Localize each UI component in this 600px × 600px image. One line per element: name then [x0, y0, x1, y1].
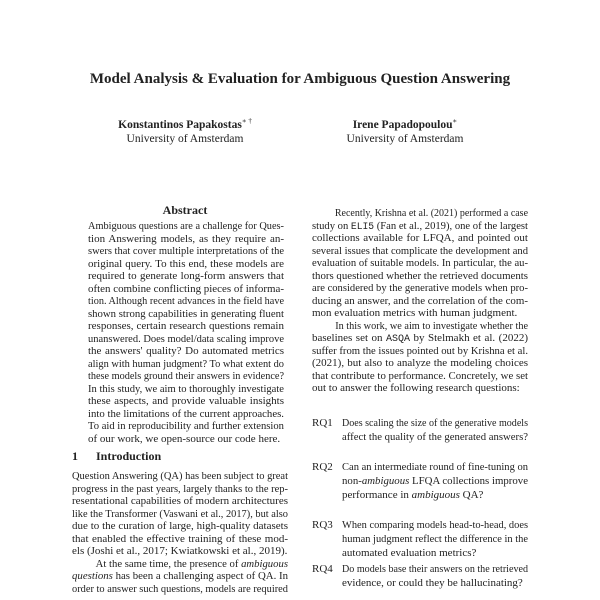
text-line: performance in ambiguous QA?	[342, 489, 484, 501]
text-line: several issues that complicate the development and	[312, 244, 528, 257]
text-line: like the Transformer (Vaswani et al., 2017), but also	[72, 507, 288, 520]
text-line: often combine conflicting pieces of informa-	[88, 282, 284, 295]
text-line: baselines set on ASQA by Stelmakh et al. (2022)	[312, 332, 528, 345]
text-line: swers that cover multiple interpretations of the	[88, 245, 284, 257]
text-line: suffer from the issues pointed out by Krishna et al.	[312, 344, 528, 357]
text-line: collections available for LFQA, and pointed out	[312, 232, 528, 244]
text-line: tion Answering models, as they require an-	[88, 232, 284, 245]
text-line: Ambiguous questions are a challenge for Ques-	[88, 220, 284, 232]
text-line: into the limitations of the current approaches.	[88, 407, 284, 420]
text-line: the answers' quality? Do automated metrics	[88, 345, 284, 357]
right-column-body	[312, 207, 528, 395]
text-line: To aid in reproducibility and further extension	[88, 420, 284, 432]
text-line: thors questioned whether the retrieved documents	[312, 269, 528, 282]
author-name: Konstantinos Papakostas	[118, 118, 242, 131]
text-line: human judgment reflect the difference in the	[342, 533, 528, 545]
text-line: Do models base their answers on the retrieved	[342, 563, 528, 575]
research-question-label: RQ3	[312, 519, 333, 531]
text-line: these models ground their answers in evidence?	[88, 370, 284, 382]
author-name: Irene Papadopoulou	[352, 118, 453, 131]
section-heading-introduction	[72, 449, 161, 464]
text-line: In this study, we aim to thoroughly investigate	[88, 382, 284, 395]
author-affiliation: University of Amsterdam	[126, 132, 244, 145]
text-line: study on ELI5 (Fan et al., 2019), one of the largest	[312, 219, 528, 233]
text-line: required to generate long-form answers that	[88, 270, 284, 282]
research-question-text	[342, 518, 528, 560]
text-line: due to the curation of large, high-quality datasets	[72, 520, 288, 532]
text-line: are considered by the generative models when pro-	[312, 282, 528, 294]
text-line: Recently, Krishna et al. (2021) performed a case	[334, 207, 528, 219]
text-line: evaluation of suitable models. In particular, the au-	[312, 257, 528, 269]
author-2	[295, 114, 515, 146]
text-line: Can an intermediate round of fine-tuning on	[342, 461, 528, 473]
research-question-text	[342, 562, 528, 590]
research-question-label: RQ2	[312, 461, 333, 473]
research-question-label: RQ4	[312, 563, 333, 575]
text-line: At the same time, the presence of ambiguous	[95, 557, 288, 570]
text-line: (2021), but also to analyze the modeling choices	[312, 357, 528, 369]
author-affiliation: University of Amsterdam	[346, 132, 464, 145]
text-line: tion. Although recent advances in the field have	[88, 295, 284, 307]
text-line: these aspects, and provide valuable insights	[88, 395, 284, 407]
text-line: that enabled the effective training of these mod-	[72, 532, 288, 545]
text-line: Does scaling the size of the generative models	[342, 417, 528, 429]
abstract-body	[88, 220, 284, 445]
text-line: els (Joshi et al., 2017; Kwiatkowski et al., 2019).	[72, 545, 288, 557]
research-question-text	[342, 460, 528, 502]
text-line: out to answer the following research questions:	[312, 382, 520, 394]
text-line: When comparing models head-to-head, does	[342, 519, 528, 531]
text-line: shown strong capabilities in generating fluent	[88, 307, 284, 320]
section-title: Introduction	[96, 449, 162, 463]
text-line: mon evaluation metrics with human judgment.	[312, 307, 518, 319]
text-line: affect the quality of the generated answers?	[342, 431, 528, 443]
text-line: questions has been a challenging aspect of QA. In	[72, 570, 288, 582]
text-line: automated evaluation metrics?	[342, 547, 477, 559]
text-line: In this work, we aim to investigate whether the	[335, 319, 528, 332]
text-line: progress in the past years, largely thanks to the rep-	[72, 482, 288, 495]
text-line: non-ambiguous LFQA collections improve	[342, 475, 528, 487]
text-line: order to answer such questions, models are required	[72, 582, 288, 595]
introduction-body	[72, 470, 288, 595]
research-question-label: RQ1	[312, 417, 333, 429]
author-marks: ∗	[452, 117, 458, 125]
author-marks: ∗ †	[241, 117, 252, 125]
author-1	[75, 114, 295, 146]
paper-title: Model Analysis & Evaluation for Ambiguous Question Answering	[89, 71, 511, 87]
abstract-heading: Abstract	[162, 203, 208, 217]
text-line: original query. To this end, these models are	[88, 257, 284, 270]
text-line: Question Answering (QA) has been subject to great	[72, 470, 288, 482]
text-line: of our work, we open-source our code here.	[88, 432, 281, 445]
text-line: ducing an answer, and the correlation of the com-	[312, 294, 528, 307]
text-line: resentational capabilities of modern architectures	[72, 495, 288, 507]
section-number: 1	[72, 449, 78, 463]
text-line: responses, certain research questions remain	[88, 320, 284, 332]
text-line: align with human judgment? To what extent do	[88, 357, 284, 370]
text-line: that contribute to performance. Concretely, we set	[312, 369, 528, 382]
research-question-text	[342, 416, 528, 444]
text-line: unanswered. Does model/data scaling improve	[88, 332, 284, 345]
text-line: evidence, or could they be hallucinating?	[342, 577, 523, 589]
